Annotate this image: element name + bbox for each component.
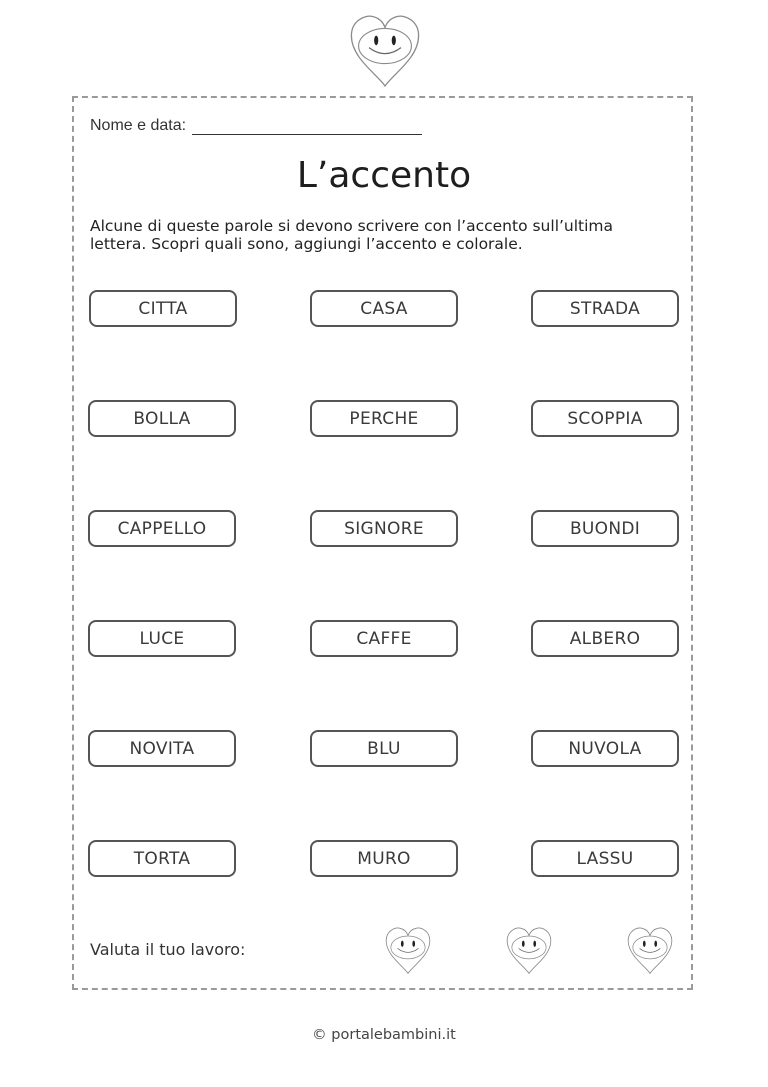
word-label: MURO xyxy=(357,848,411,869)
smiley-heart-icon xyxy=(345,10,425,90)
name-date-field[interactable] xyxy=(90,117,422,135)
word-label: BUONDI xyxy=(569,518,641,539)
word-box[interactable] xyxy=(88,620,236,657)
copyright-footer: © portalebambini.it xyxy=(312,1027,456,1043)
word-label: SIGNORE xyxy=(344,518,424,539)
word-label: NUVOLA xyxy=(568,738,642,759)
word-label: NOVITA xyxy=(129,738,195,759)
word-box[interactable] xyxy=(88,400,236,437)
word-label: STRADA xyxy=(569,298,641,319)
rating-label: Valuta il tuo lavoro: xyxy=(90,940,246,959)
word-box[interactable] xyxy=(531,840,679,877)
page-title: L’accento xyxy=(296,155,472,196)
word-box[interactable] xyxy=(531,620,679,657)
smiley-heart-icon[interactable] xyxy=(624,924,676,976)
word-box[interactable] xyxy=(310,400,458,437)
word-box[interactable] xyxy=(531,290,679,327)
smiley-heart-icon[interactable] xyxy=(503,924,555,976)
word-label: BOLLA xyxy=(133,408,191,429)
word-label: TORTA xyxy=(133,848,191,869)
word-label: LASSU xyxy=(576,848,634,869)
name-date-label: Nome e data: xyxy=(90,117,187,134)
word-box[interactable] xyxy=(531,510,679,547)
word-label: PERCHE xyxy=(349,408,419,429)
word-label: SCOPPIA xyxy=(567,408,643,429)
word-box[interactable] xyxy=(88,730,236,767)
word-label: CASA xyxy=(360,298,408,319)
name-date-line[interactable] xyxy=(192,117,422,135)
word-box[interactable] xyxy=(88,840,236,877)
word-box[interactable] xyxy=(310,510,458,547)
word-label: ALBERO xyxy=(569,628,641,649)
word-label: LUCE xyxy=(139,628,185,649)
word-box[interactable] xyxy=(310,840,458,877)
word-box[interactable] xyxy=(88,510,236,547)
word-label: BLU xyxy=(367,738,401,759)
word-box[interactable] xyxy=(310,620,458,657)
word-box[interactable] xyxy=(310,290,458,327)
word-label: CAPPELLO xyxy=(117,518,207,539)
word-box[interactable] xyxy=(531,730,679,767)
word-box[interactable] xyxy=(531,400,679,437)
smiley-heart-icon[interactable] xyxy=(382,924,434,976)
word-box[interactable] xyxy=(89,290,237,327)
word-box[interactable] xyxy=(310,730,458,767)
word-label: CITTA xyxy=(138,298,188,319)
instructions: Alcune di queste parole si devono scrivere con l’accento sull’ultima lettera. Scopri quali sono, aggiungi l’accento e colorale. xyxy=(90,217,614,253)
word-label: CAFFE xyxy=(356,628,412,649)
